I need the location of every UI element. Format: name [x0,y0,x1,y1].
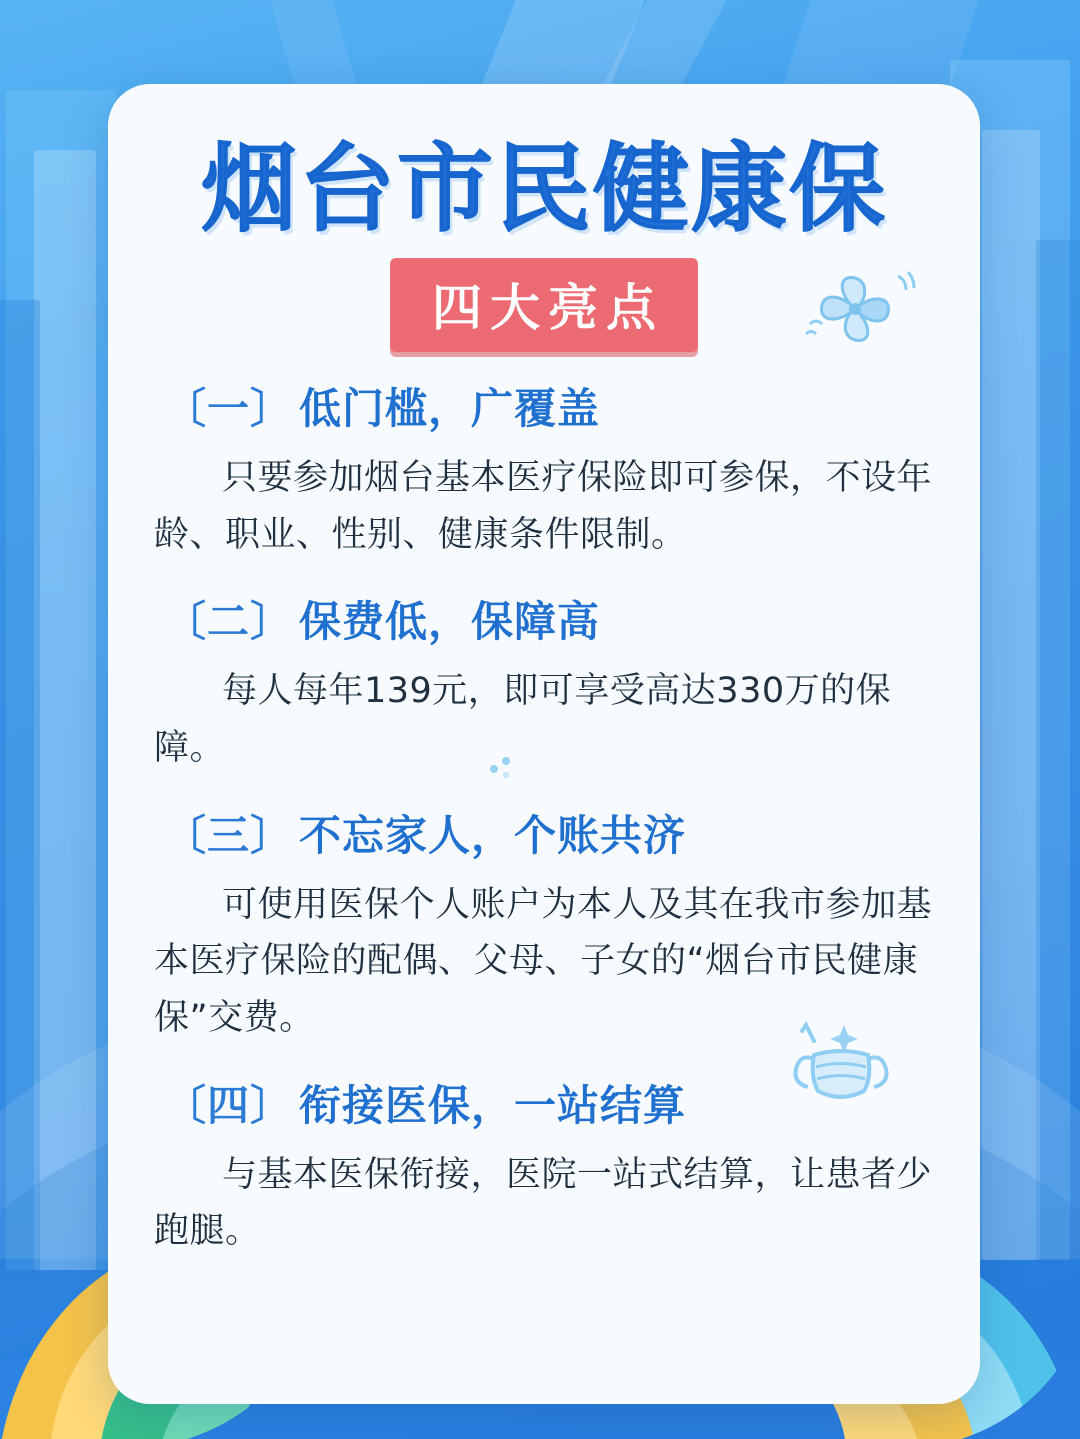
content-card [108,84,980,1404]
section-heading [164,376,934,436]
section-heading [164,803,934,863]
sparkle-icon [484,749,530,783]
section-body: 每人每年139元，即可享受高达330万的保障。 [154,671,892,768]
page-title: 烟台市民健康保 [201,133,887,245]
section-heading [164,589,934,649]
section-number: 〔二〕 [164,597,294,647]
highlight-badge: 四大亮点 [390,258,698,352]
section-item [154,1073,934,1260]
sections-container [154,376,934,1260]
subtitle-row [108,258,980,342]
section-item [154,589,934,776]
section-body: 与基本医保衔接，医院一站式结算，让患者少跑腿。 [154,1154,933,1252]
section-item [154,376,934,563]
section-heading-text: 低门槛，广覆盖 [299,383,601,433]
section-number: 〔四〕 [164,1080,294,1130]
pinwheel-icon [798,264,918,354]
section-body: 只要参加烟台基本医疗保险即可参保，不设年龄、职业、性别、健康条件限制。 [154,457,933,555]
face-mask-icon [784,1019,894,1115]
section-body: 可使用医保个人账户为本人及其在我市参加基本医疗保险的配偶、父母、子女的“烟台市民健康保”交费。 [154,884,933,1038]
section-heading-text: 保费低，保障高 [299,597,601,647]
section-heading-text: 衔接医保，一站结算 [299,1080,687,1130]
section-item [154,803,934,1047]
section-heading-text: 不忘家人，个账共济 [299,810,687,860]
section-number: 〔三〕 [164,810,294,860]
section-number: 〔一〕 [164,383,294,433]
